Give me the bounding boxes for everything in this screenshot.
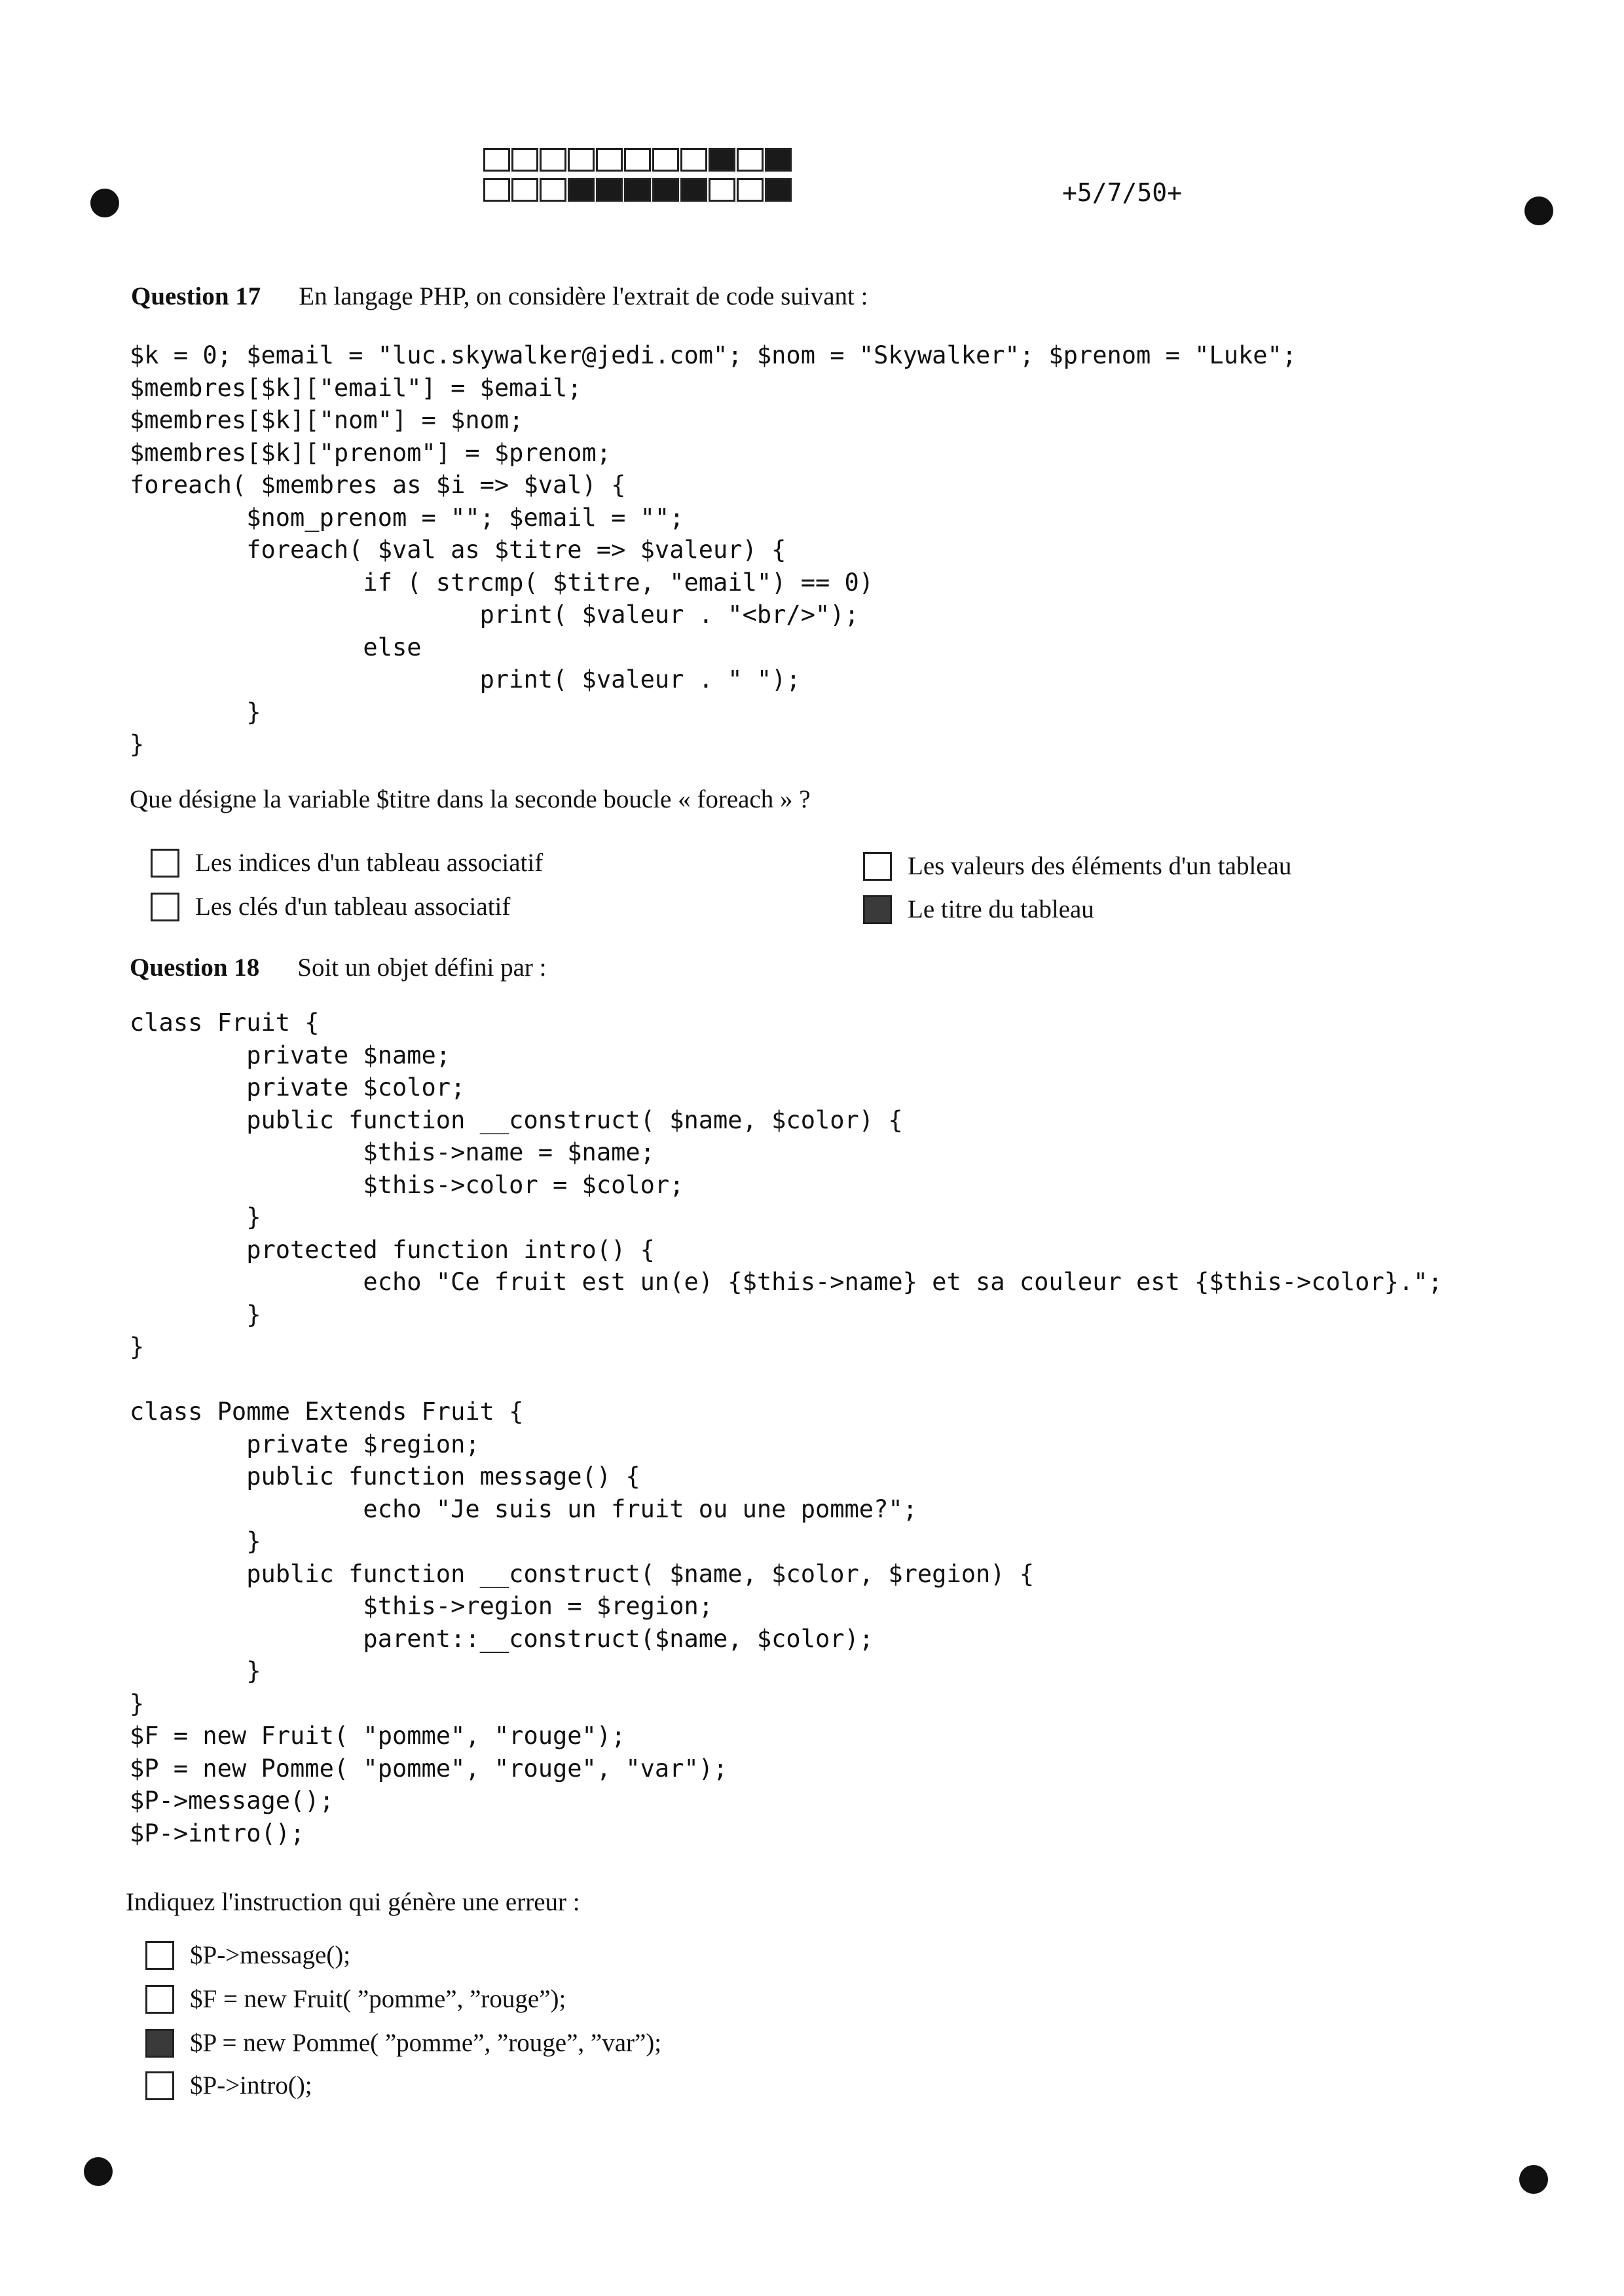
marker-cell <box>596 148 623 172</box>
marker-cell <box>680 148 707 172</box>
checkbox[interactable] <box>151 849 179 878</box>
marker-cell <box>483 178 510 202</box>
q18-option-3[interactable] <box>145 2028 661 2058</box>
checkbox[interactable] <box>151 893 179 921</box>
option-label: Le titre du tableau <box>908 895 1094 923</box>
corner-mark-top-right <box>1524 196 1553 225</box>
option-label: Les indices d'un tableau associatif <box>195 849 544 877</box>
marker-cell <box>596 178 623 202</box>
question-17-prompt: Que désigne la variable $titre dans la seconde boucle « foreach » ? <box>130 785 811 813</box>
q18-option-4[interactable] <box>145 2071 312 2100</box>
question-18-prompt: Indiquez l'instruction qui génère une erreur : <box>126 1888 580 1916</box>
question-18-heading <box>130 953 546 982</box>
corner-mark-bottom-right <box>1519 2165 1548 2194</box>
marker-row-2 <box>483 178 793 202</box>
marker-cell <box>709 178 735 202</box>
marker-cell <box>737 178 764 202</box>
marker-row-1 <box>483 148 793 172</box>
marker-cell <box>540 148 566 172</box>
marker-cell <box>765 148 792 172</box>
q17-option-4[interactable] <box>863 895 1094 924</box>
question-18-code: class Fruit { private $name; private $color; public function __construct( $name, $color) { $this->name = $name; $this->color = $color; } protected function intro() { echo "Ce fruit est un(e) {$this->name} et sa couleur est {$this->color}."; } } class Pomme Extends Fruit { private $region; public function message() { echo "Je suis un fruit ou une pomme?"; } public function __construct( $name, $color, $region) { $this->region = $region; parent::__construct($name, $color); } } $F = new Fruit( "pomme", "rouge"); $P = new Pomme( "pomme", "rouge", "var"); $P->message(); $P->intro(); <box>130 1009 1443 1847</box>
marker-cell <box>709 148 735 172</box>
marker-cell <box>511 148 538 172</box>
corner-mark-top-left <box>90 189 119 217</box>
marker-cell <box>511 178 538 202</box>
question-intro: Soit un objet défini par : <box>297 954 547 982</box>
option-label: $P->message(); <box>190 1941 351 1969</box>
marker-cell <box>737 148 764 172</box>
question-intro: En langage PHP, on considère l'extrait de code suivant : <box>299 282 868 310</box>
question-number: Question 18 <box>130 954 260 982</box>
q18-option-2[interactable] <box>145 1984 566 2014</box>
checkbox[interactable] <box>145 2071 174 2100</box>
q17-option-1[interactable] <box>151 848 543 878</box>
option-label: $P->intro(); <box>190 2071 312 2100</box>
option-label: Les valeurs des éléments d'un tableau <box>908 852 1292 880</box>
marker-cell <box>765 178 792 202</box>
option-label: Les clés d'un tableau associatif <box>195 893 511 921</box>
marker-cell <box>652 148 679 172</box>
q18-option-1[interactable] <box>145 1940 350 1970</box>
marker-cell <box>652 178 679 202</box>
corner-mark-bottom-left <box>84 2157 113 2186</box>
question-17-heading <box>131 282 868 311</box>
checkbox[interactable] <box>145 2029 174 2058</box>
marker-cell <box>624 178 651 202</box>
marker-cell <box>624 148 651 172</box>
option-label: $F = new Fruit( ”pomme”, ”rouge”); <box>190 1985 566 2013</box>
q17-option-3[interactable] <box>863 851 1291 881</box>
q17-option-2[interactable] <box>151 892 510 921</box>
marker-cell <box>540 178 566 202</box>
marker-cell <box>568 178 595 202</box>
marker-cell <box>568 148 595 172</box>
checkbox[interactable] <box>863 852 892 881</box>
question-number: Question 17 <box>131 282 261 310</box>
marker-cell <box>680 178 707 202</box>
checkbox[interactable] <box>145 1941 174 1970</box>
option-label: $P = new Pomme( ”pomme”, ”rouge”, ”var”); <box>190 2029 662 2057</box>
marker-cell <box>483 148 510 172</box>
page-id: +5/7/50+ <box>1062 178 1183 207</box>
checkbox[interactable] <box>863 895 892 924</box>
checkbox[interactable] <box>145 1985 174 2014</box>
question-17-code: $k = 0; $email = "luc.skywalker@jedi.com"; $nom = "Skywalker"; $prenom = "Luke"; $membres[$k]["email"] = $email; $membres[$k]["nom"] = $nom; $membres[$k]["prenom"] = $prenom; foreach( $membres as $i => $val) { $nom_prenom = ""; $email = ""; foreach( $val as $titre => $valeur) { if ( strcmp( $titre, "email") == 0) print( $valeur . "<br/>"); else print( $valeur . " "); } } <box>130 341 1297 758</box>
